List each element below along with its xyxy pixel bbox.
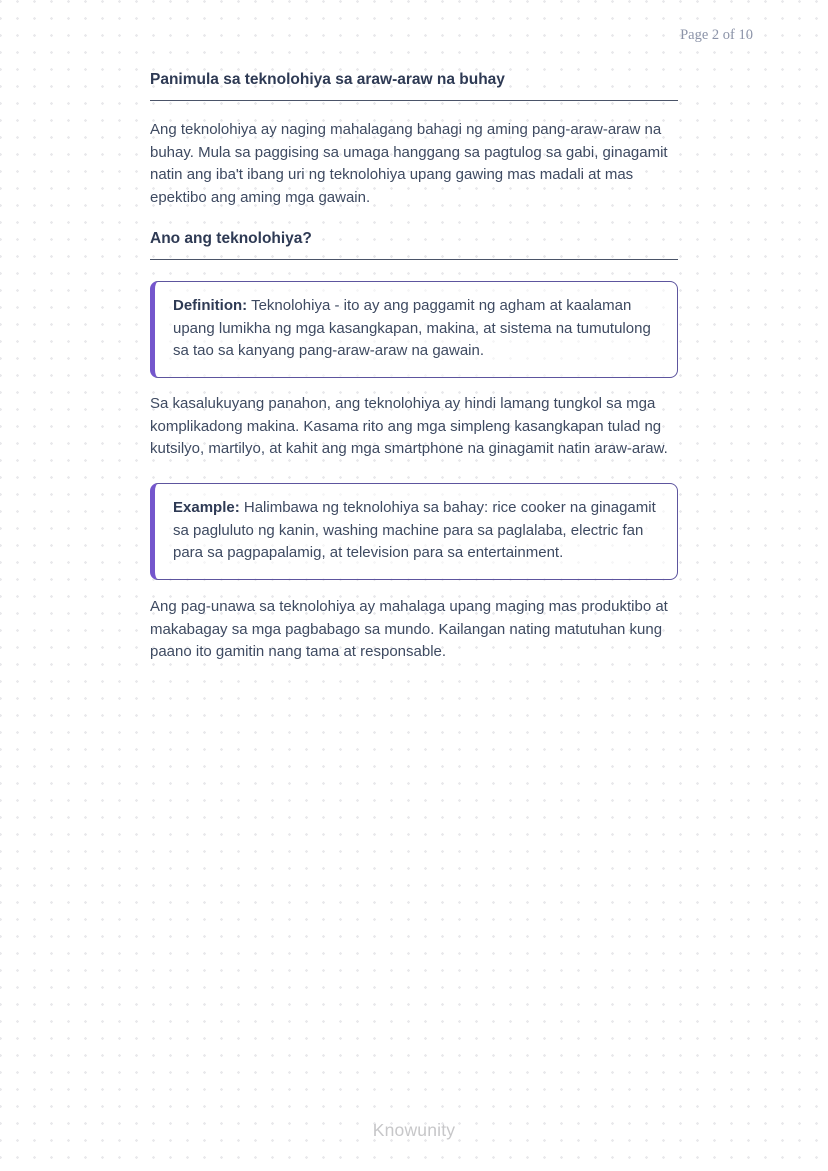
page-number-indicator: Page 2 of 10 [680, 27, 753, 43]
example-text: Halimbawa ng teknolohiya sa bahay: rice cooker na ginagamit sa pagluluto ng kanin, washing machine para sa paglalaba, electric fan para sa pagpapalamig, at television para sa entertainment. [173, 499, 656, 561]
definition-label: Definition: [173, 297, 248, 314]
definition-text: Teknolohiya - ito ay ang paggamit ng agham at kaalaman upang lumikha ng mga kasangkapan, makina, at sistema na tumutulong sa tao sa kanyang pang-araw-araw na gawain. [173, 297, 651, 359]
paragraph-pag-unawa: Ang pag-unawa sa teknolohiya ay mahalaga upang maging mas produktibo at makabagay sa mga pagbabago sa mundo. Kailangan nating matutuhan kung paano ito gamitin nang tama at responsable. [150, 598, 668, 660]
example-label: Example: [173, 499, 240, 516]
example-callout-box [150, 483, 678, 580]
section-heading-panimula: Panimula sa teknolohiya sa araw-araw na buhay [150, 70, 678, 101]
paragraph-intro: Ang teknolohiya ay naging mahalagang bahagi ng aming pang-araw-araw na buhay. Mula sa paggising sa umaga hanggang sa pagtulog sa gabi, ginagamit natin ang iba't ibang uri ng teknolohiya upang gawing mas madali at mas epektibo ang aming mga gawain. [150, 121, 668, 206]
paragraph-kasalukuyang-panahon: Sa kasalukuyang panahon, ang teknolohiya ay hindi lamang tungkol sa mga komplikadong makina. Kasama rito ang mga simpleng kasangkapan tulad ng kutsilyo, martilyo, at kahit ang mga smartphone na ginagamit natin araw-araw. [150, 395, 668, 457]
definition-callout-box [150, 281, 678, 378]
section-heading-ano-ang-teknolohiya: Ano ang teknolohiya? [150, 229, 678, 260]
footer-brand-knowunity: Knowunity [372, 1120, 456, 1140]
